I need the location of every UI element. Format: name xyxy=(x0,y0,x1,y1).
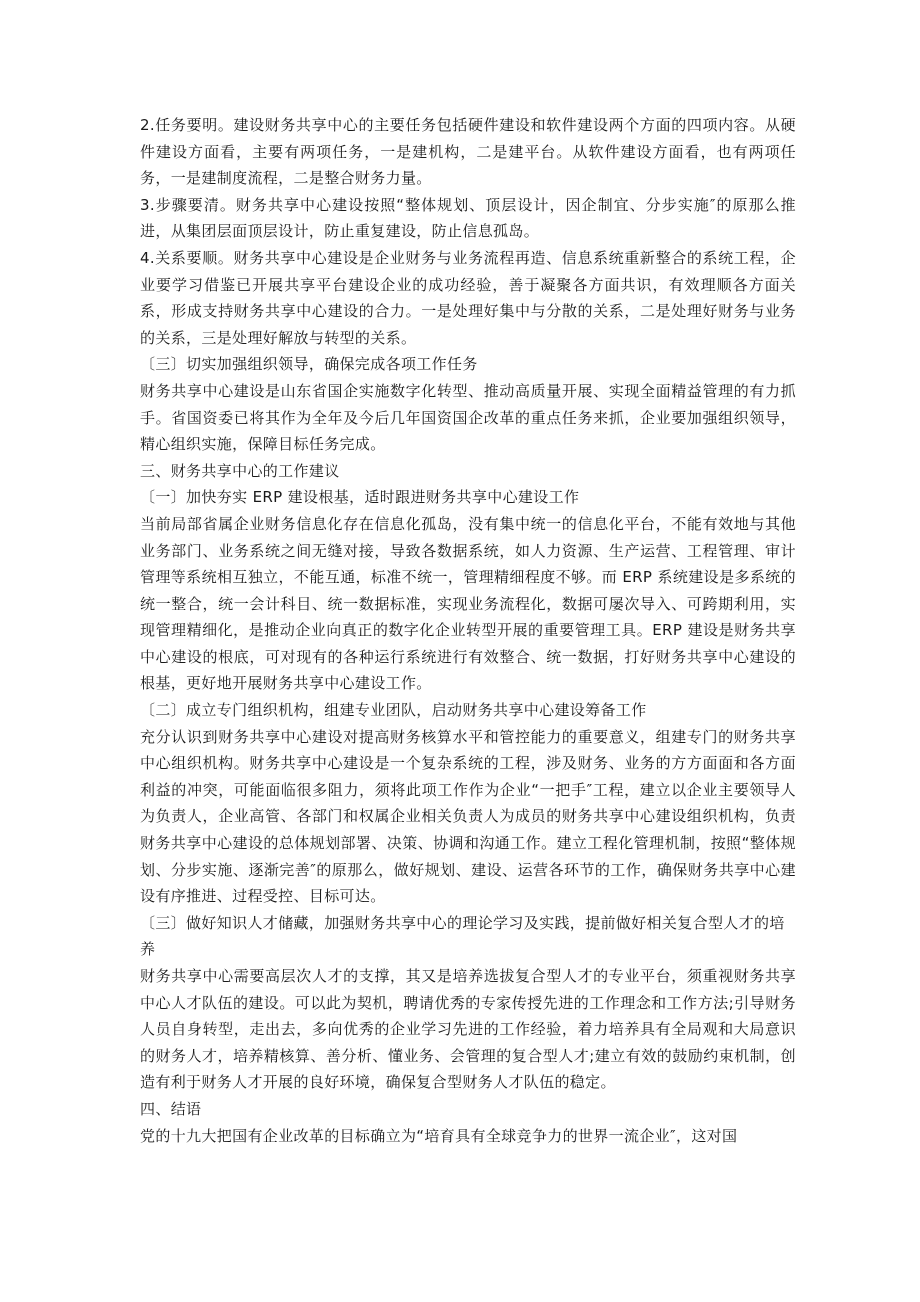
subheading-organization-leadership: 〔三〕切实加强组织领导，确保完成各项工作任务 xyxy=(140,355,478,374)
paragraph-talent-reserve: 财务共享中心需要高层次人才的支撑，其又是培养选拔复合型人才的专业平台，须重视财务共享中心人才队伍的建设。可以此为契机，聘请优秀的专家传授先进的工作理念和工作方法;引导财务人员自身转型，走出去，多向优秀的企业学习先进的工作经验，着力培养具有全局观和大局意识的财务人才，培养精核算、善分析、懂业务、会管理的复合型人才;建立有效的鼓励约束机制，创造有利于财务人才开展的良好环境，确保复合型财务人才队伍的稳定。 xyxy=(140,967,796,1092)
subheading-dedicated-organization: 〔二〕成立专门组织机构，组建专业团队，启动财务共享中心建设筹备工作 xyxy=(140,701,647,720)
paragraph-task-clarity: 2.任务要明。建设财务共享中心的主要任务包括硬件建设和软件建设两个方面的四项内容。从硬件建设方面看，主要有两项任务，一是建机构，二是建平台。从软件建设方面看，也有两项任务，一是建制度流程，二是整合财务力量。 xyxy=(140,116,796,188)
subheading-talent-reserve: 〔三〕做好知识人才储藏，加强财务共享中心的理论学习及实践，提前做好相关复合型人才的培养 xyxy=(140,913,785,959)
document-body xyxy=(140,112,796,1149)
paragraph-conclusion: 党的十九大把国有企业改革的目标确立为“培育具有全球竞争力的世界一流企业″，这对国 xyxy=(140,1126,738,1145)
paragraph-organization-leadership: 财务共享中心建设是山东省国企实施数字化转型、推动高质量开展、实现全面精益管理的有力抓手。省国资委已将其作为全年及今后几年国资国企改革的重点任务来抓，企业要加强组织领导，精心组织实施，保障目标任务完成。 xyxy=(140,381,796,454)
paragraph-dedicated-organization: 充分认识到财务共享中心建设对提高财务核算水平和管控能力的重要意义，组建专门的财务共享中心组织机构。财务共享中心建设是一个复杂系统的工程，涉及财务、业务的方方面面和各方面利益的冲突，可能面临很多阻力，须将此项工作作为企业“一把手″工程，建立以企业主要领导人为负责人，企业高管、各部门和权属企业相关负责人为成员的财务共享中心建设组织机构，负责财务共享中心建设的总体规划部署、决策、协调和沟通工作。建立工程化管理机制，按照“整体规划、分步实施、逐渐完善″的原那么，做好规划、建设、运营各环节的工作，确保财务共享中心建设有序推进、过程受控、目标可达。 xyxy=(140,727,796,906)
paragraph-step-clarity: 3.步骤要清。财务共享中心建设按照“整体规划、顶层设计，因企制宜、分步实施″的原那么推进，从集团层面顶层设计，防止重复建设，防止信息孤岛。 xyxy=(140,195,796,241)
paragraph-relationship: 4.关系要顺。财务共享中心建设是企业财务与业务流程再造、信息系统重新整合的系统工程，企业要学习借鉴已开展共享平台建设企业的成功经验，善于凝聚各方面共识，有效理顺各方面关系，形成支持财务共享中心建设的合力。一是处理好集中与分散的关系，二是处理好财务与业务的关系，三是处理好解放与转型的关系。 xyxy=(140,248,796,347)
paragraph-erp-foundation: 当前局部省属企业财务信息化存在信息化孤岛，没有集中统一的信息化平台，不能有效地与其他业务部门、业务系统之间无缝对接，导致各数据系统，如人力资源、生产运营、工程管理、审计管理等系统相互独立，不能互通，标准不统一，管理精细程度不够。而 ERP 系统建设是多系统的统一整合，统一会计科目、统一数据标准，实现业务流程化，数据可屡次导入、可跨期利用，实现管理精细化，是推动企业向真正的数字化企业转型开展的重要管理工具。ERP 建设是财务共享中心建设的根底，可对现有的各种运行系统进行有效整合、统一数据，打好财务共享中心建设的根基，更好地开展财务共享中心建设工作。 xyxy=(140,514,796,693)
subheading-erp-foundation: 〔一〕加快夯实 ERP 建设根基，适时跟进财务共享中心建设工作 xyxy=(140,488,580,507)
section-heading-work-suggestions: 三、财务共享中心的工作建议 xyxy=(140,461,340,480)
section-heading-conclusion: 四、结语 xyxy=(140,1099,202,1118)
